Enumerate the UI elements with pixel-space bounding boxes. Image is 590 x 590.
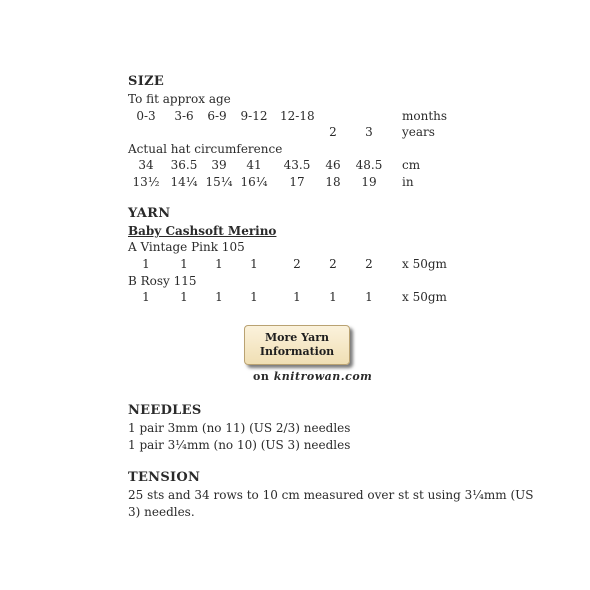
months-unit: months (402, 109, 448, 123)
circ-in-1: 14¼ (170, 175, 198, 189)
age-months-3: 9-12 (240, 109, 268, 123)
yarn-b-count-1: 1 (180, 290, 188, 304)
yarn-a-unit: x 50gm (402, 257, 447, 271)
circ-label: Actual hat circumference (128, 142, 283, 156)
years-unit: years (402, 125, 435, 139)
yarn-b-unit: x 50gm (402, 290, 447, 304)
yarn-a-count-2: 1 (215, 257, 223, 271)
cm-unit: cm (402, 158, 421, 172)
yarn-a-label: A Vintage Pink 105 (128, 240, 245, 254)
yarn-a-count-4: 2 (293, 257, 301, 271)
site-on-text: on (253, 370, 270, 383)
yarn-a-count-0: 1 (142, 257, 150, 271)
circ-in-3: 16¼ (240, 175, 268, 189)
in-unit: in (402, 175, 414, 189)
age-months-1: 3-6 (174, 109, 194, 123)
tension-heading: TENSION (128, 470, 201, 485)
circ-in-6: 19 (361, 175, 377, 189)
needles-line-1: 1 pair 3mm (no 11) (US 2/3) needles (128, 421, 351, 435)
needles-line-2: 1 pair 3¼mm (no 10) (US 3) needles (128, 438, 351, 452)
yarn-b-count-4: 1 (293, 290, 301, 304)
yarn-b-label: B Rosy 115 (128, 274, 197, 288)
age-months-2: 6-9 (207, 109, 227, 123)
yarn-name: Baby Cashsoft Merino (128, 224, 277, 238)
age-years-0: 2 (329, 125, 337, 139)
circ-in-0: 13½ (132, 175, 160, 189)
circ-cm-4: 43.5 (283, 158, 311, 172)
yarn-a-count-3: 1 (250, 257, 258, 271)
circ-cm-5: 46 (325, 158, 341, 172)
yarn-a-count-1: 1 (180, 257, 188, 271)
yarn-heading: YARN (128, 206, 171, 221)
yarn-b-count-0: 1 (142, 290, 150, 304)
site-link[interactable]: knitrowan.com (273, 370, 373, 383)
yarn-b-count-2: 1 (215, 290, 223, 304)
age-label: To fit approx age (128, 92, 231, 106)
circ-cm-6: 48.5 (355, 158, 383, 172)
site-line (253, 370, 372, 383)
yarn-a-count-5: 2 (329, 257, 337, 271)
size-heading: SIZE (128, 74, 165, 89)
age-months-0: 0-3 (136, 109, 156, 123)
age-years-1: 3 (365, 125, 373, 139)
circ-cm-2: 39 (211, 158, 227, 172)
circ-cm-0: 34 (138, 158, 154, 172)
circ-cm-1: 36.5 (170, 158, 198, 172)
age-months-4: 12-18 (280, 109, 315, 123)
yarn-b-count-3: 1 (250, 290, 258, 304)
more-yarn-info-line1: More Yarn (264, 331, 330, 344)
yarn-b-count-6: 1 (365, 290, 373, 304)
circ-in-5: 18 (325, 175, 341, 189)
yarn-b-count-5: 1 (329, 290, 337, 304)
more-yarn-info-button[interactable] (244, 325, 350, 365)
yarn-a-count-6: 2 (365, 257, 373, 271)
circ-cm-3: 41 (246, 158, 262, 172)
tension-line-2: 3) needles. (128, 505, 195, 519)
more-yarn-info-line2: Information (259, 345, 335, 358)
needles-heading: NEEDLES (128, 403, 202, 418)
tension-line-1: 25 sts and 34 rows to 10 cm measured over st st using 3¼mm (US (128, 488, 534, 502)
circ-in-2: 15¼ (205, 175, 233, 189)
circ-in-4: 17 (289, 175, 305, 189)
